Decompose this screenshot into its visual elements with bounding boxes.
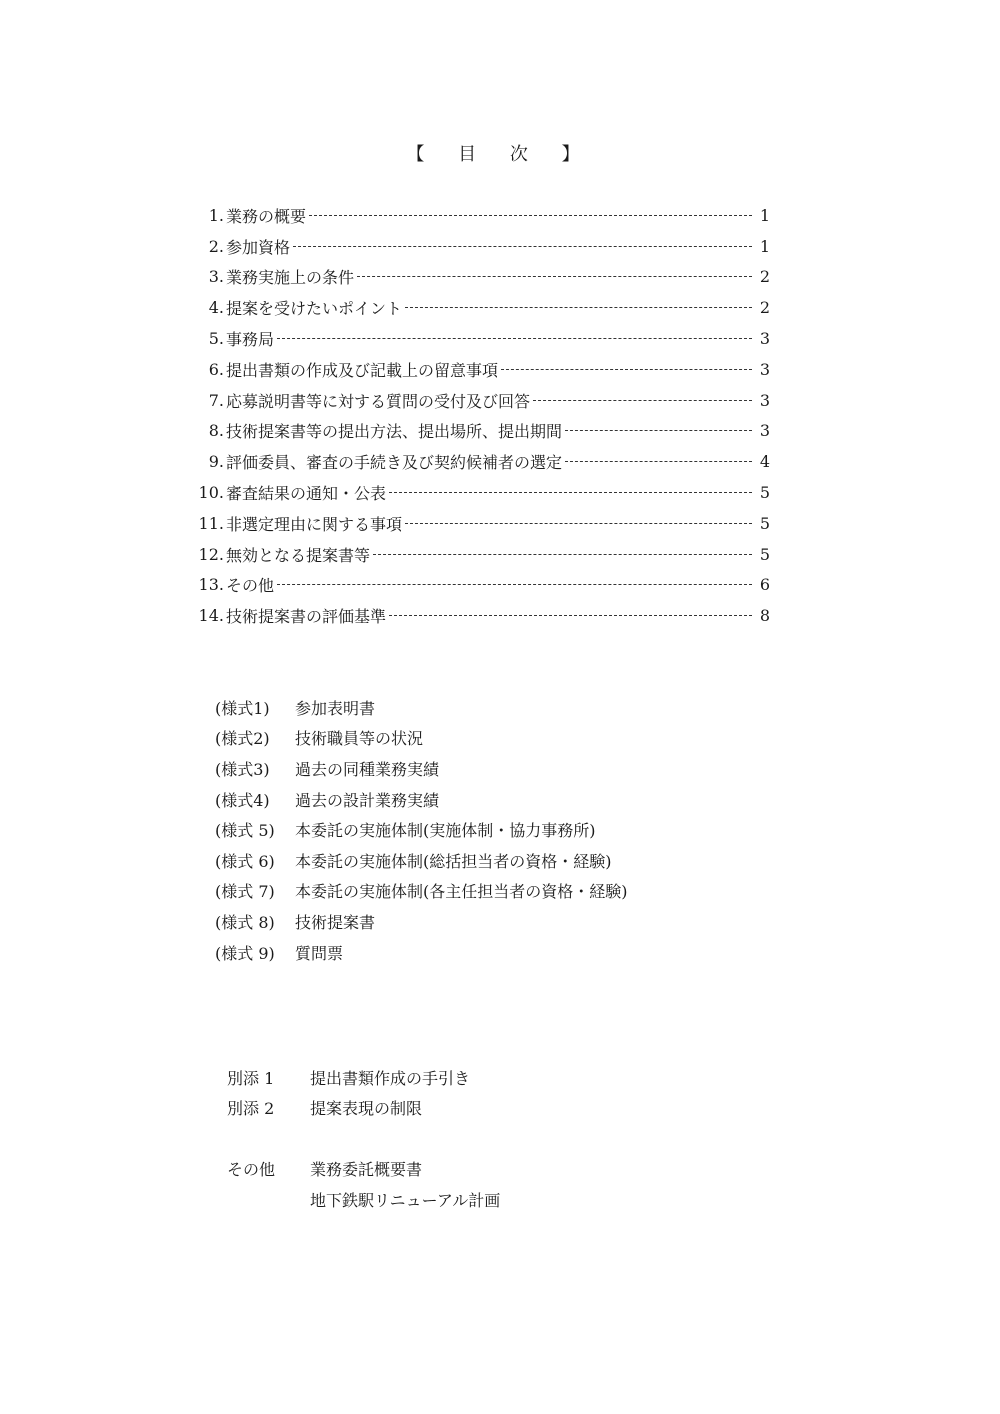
toc-page: 2 bbox=[759, 267, 770, 287]
toc-leader bbox=[293, 246, 752, 247]
toc-title: 業務の概要 bbox=[226, 206, 307, 226]
form-label: (様式 5) bbox=[215, 821, 275, 841]
toc-page: 1 bbox=[759, 205, 770, 225]
toc-row bbox=[190, 323, 770, 354]
attachment-label: 別添 1 bbox=[227, 1068, 275, 1088]
form-item bbox=[215, 814, 628, 845]
toc-row bbox=[190, 570, 770, 601]
toc-number: 1. bbox=[208, 205, 224, 225]
toc-page: 2 bbox=[759, 298, 770, 318]
attachment-name: 提案表現の制限 bbox=[310, 1099, 423, 1119]
toc-number: 12. bbox=[198, 544, 224, 564]
toc-number: 5. bbox=[208, 329, 224, 349]
toc-page: 4 bbox=[759, 452, 770, 472]
form-label: (様式2) bbox=[215, 729, 270, 749]
toc-leader bbox=[357, 276, 752, 277]
form-item bbox=[215, 723, 628, 754]
form-item bbox=[215, 845, 628, 876]
form-label: (様式 9) bbox=[215, 943, 275, 963]
attachment-name: 提出書類作成の手引き bbox=[310, 1068, 471, 1088]
attachment-label: 別添 2 bbox=[227, 1099, 275, 1119]
form-label: (様式 7) bbox=[215, 882, 275, 902]
toc-page: 3 bbox=[759, 359, 770, 379]
toc-title: 事務局 bbox=[226, 330, 275, 350]
toc-leader bbox=[533, 400, 752, 401]
form-name: 本委託の実施体制(実施体制・協力事務所) bbox=[295, 821, 596, 841]
toc-title: 参加資格 bbox=[226, 237, 291, 257]
toc-page: 6 bbox=[759, 575, 770, 595]
toc-number: 10. bbox=[198, 483, 224, 503]
toc-title: 技術提案書の評価基準 bbox=[226, 607, 387, 627]
toc-title: 応募説明書等に対する質問の受付及び回答 bbox=[226, 391, 531, 411]
other-item bbox=[227, 1153, 500, 1184]
toc-leader bbox=[389, 615, 752, 616]
toc-title: 技術提案書等の提出方法、提出場所、提出期間 bbox=[226, 422, 563, 442]
toc-leader bbox=[565, 430, 752, 431]
toc-leader bbox=[277, 584, 752, 585]
form-label: (様式1) bbox=[215, 698, 270, 718]
toc-title: その他 bbox=[226, 576, 275, 596]
other-item bbox=[227, 1184, 500, 1215]
toc-page: 1 bbox=[759, 236, 770, 256]
toc-number: 11. bbox=[198, 513, 224, 533]
toc-row bbox=[190, 416, 770, 447]
toc-leader bbox=[501, 369, 752, 370]
toc-number: 14. bbox=[198, 606, 224, 626]
toc-row bbox=[190, 477, 770, 508]
other-label: その他 bbox=[227, 1160, 276, 1179]
toc-row bbox=[190, 385, 770, 416]
toc-title: 無効となる提案書等 bbox=[226, 545, 371, 565]
toc-leader bbox=[389, 492, 752, 493]
toc-title: 審査結果の通知・公表 bbox=[226, 484, 387, 504]
toc-title: 評価委員、審査の手続き及び契約候補者の選定 bbox=[226, 453, 563, 473]
toc-row bbox=[190, 292, 770, 323]
form-item bbox=[215, 937, 628, 968]
toc-row bbox=[190, 231, 770, 262]
toc-page: 3 bbox=[759, 329, 770, 349]
toc-title: 提案を受けたいポイント bbox=[226, 299, 403, 319]
toc-number: 6. bbox=[208, 359, 224, 379]
toc-row bbox=[190, 200, 770, 231]
attachment-item bbox=[227, 1093, 470, 1124]
toc-title: 業務実施上の条件 bbox=[226, 268, 355, 288]
other-item-name: 地下鉄駅リニューアル計画 bbox=[310, 1191, 501, 1210]
toc-number: 2. bbox=[208, 236, 224, 256]
toc-page: 5 bbox=[759, 544, 770, 564]
form-label: (様式3) bbox=[215, 759, 270, 779]
form-item bbox=[215, 876, 628, 907]
form-name: 技術職員等の状況 bbox=[295, 729, 424, 749]
toc-number: 13. bbox=[198, 575, 224, 595]
form-name: 過去の設計業務実績 bbox=[295, 790, 440, 810]
forms-list bbox=[215, 692, 628, 967]
toc-row bbox=[190, 508, 770, 539]
toc-page: 8 bbox=[759, 606, 770, 626]
form-label: (様式 6) bbox=[215, 851, 275, 871]
toc-row bbox=[190, 262, 770, 293]
table-of-contents bbox=[190, 200, 770, 631]
toc-page: 3 bbox=[759, 390, 770, 410]
attachment-item bbox=[227, 1062, 470, 1093]
other-item-name: 業務委託概要書 bbox=[310, 1160, 423, 1179]
toc-leader bbox=[309, 215, 752, 216]
toc-page: 5 bbox=[759, 513, 770, 533]
toc-number: 7. bbox=[208, 390, 224, 410]
form-name: 参加表明書 bbox=[295, 698, 376, 718]
toc-leader bbox=[373, 554, 752, 555]
form-item bbox=[215, 906, 628, 937]
form-name: 本委託の実施体制(総括担当者の資格・経験) bbox=[295, 851, 612, 871]
other-section bbox=[227, 1153, 500, 1215]
toc-number: 4. bbox=[208, 298, 224, 318]
toc-number: 9. bbox=[208, 452, 224, 472]
document-title: 【 目 次 】 bbox=[406, 144, 594, 165]
form-item bbox=[215, 784, 628, 815]
toc-number: 3. bbox=[208, 267, 224, 287]
toc-title: 提出書類の作成及び記載上の留意事項 bbox=[226, 360, 499, 380]
toc-leader bbox=[405, 523, 752, 524]
form-name: 技術提案書 bbox=[295, 912, 376, 932]
toc-leader bbox=[565, 461, 752, 462]
toc-number: 8. bbox=[208, 421, 224, 441]
toc-row bbox=[190, 446, 770, 477]
toc-page: 3 bbox=[759, 421, 770, 441]
toc-row bbox=[190, 600, 770, 631]
toc-leader bbox=[405, 307, 752, 308]
form-name: 過去の同種業務実績 bbox=[295, 759, 440, 779]
form-name: 質問票 bbox=[295, 943, 344, 963]
toc-row bbox=[190, 539, 770, 570]
attachments-list bbox=[227, 1062, 470, 1123]
form-item bbox=[215, 692, 628, 723]
toc-page: 5 bbox=[759, 483, 770, 503]
toc-row bbox=[190, 354, 770, 385]
toc-title: 非選定理由に関する事項 bbox=[226, 514, 403, 534]
form-item bbox=[215, 753, 628, 784]
form-label: (様式 8) bbox=[215, 912, 275, 932]
form-name: 本委託の実施体制(各主任担当者の資格・経験) bbox=[295, 882, 628, 902]
toc-leader bbox=[277, 338, 752, 339]
form-label: (様式4) bbox=[215, 790, 270, 810]
